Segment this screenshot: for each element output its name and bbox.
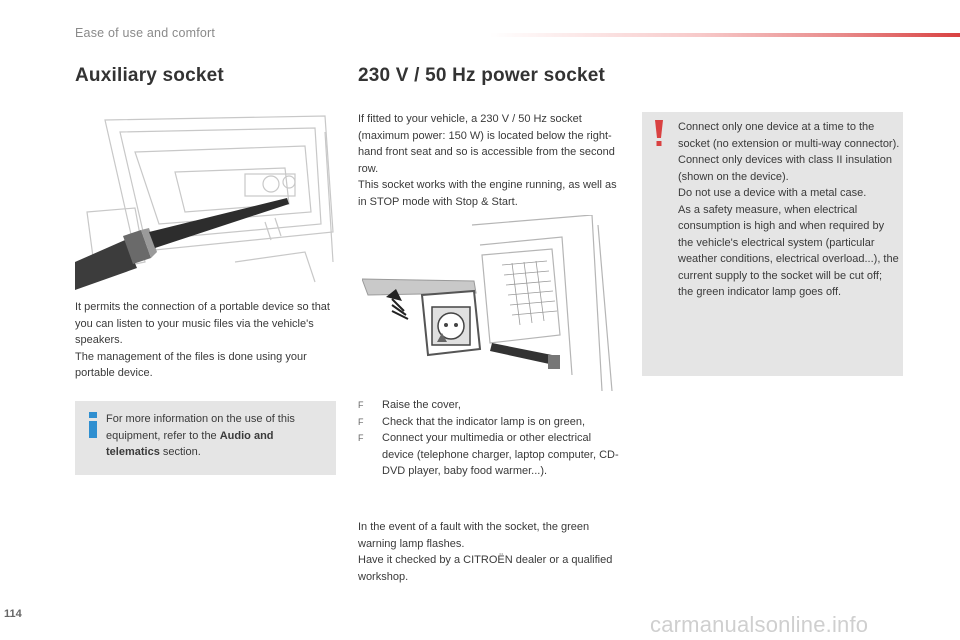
info-note-box xyxy=(75,401,336,475)
info-icon xyxy=(85,412,101,438)
aux-para-1: It permits the connection of a portable device so that you can listen to your music files via the vehicle's speakers. xyxy=(75,301,330,346)
intro-para-1: If fitted to your vehicle, a 230 V / 50 Hz socket (maximum power: 150 W) is located below the right-hand front seat and so is accessible from the second row. xyxy=(358,113,615,175)
watermark-text: carmanualsonline.info xyxy=(650,612,869,637)
info-text-before: For more information on the use of this equipment, refer to the xyxy=(106,413,295,442)
intro-para-2: This socket works with the engine running, as well as in STOP mode with Stop & Start. xyxy=(358,179,617,208)
aux-para-2: The management of the files is done using your portable device. xyxy=(75,350,307,379)
warning-line: Connect only one device at a time to the socket (no extension or multi-way connector). xyxy=(678,121,900,150)
warning-text xyxy=(678,119,900,301)
warning-line: Connect only devices with class II insulation (shown on the device). xyxy=(678,154,892,183)
fault-para-1: In the event of a fault with the socket, the green warning lamp flashes. xyxy=(358,521,590,550)
bullet-marker: F xyxy=(358,400,364,410)
auxiliary-socket-illustration xyxy=(75,112,337,290)
list-item xyxy=(358,430,620,480)
list-item xyxy=(358,397,620,414)
power-socket-steps xyxy=(358,397,620,480)
fault-paragraph xyxy=(358,519,620,585)
step-text: Check that the indicator lamp is on green, xyxy=(382,415,586,428)
section-header: Ease of use and comfort xyxy=(75,26,216,40)
info-text-after: section. xyxy=(159,446,201,458)
step-text: Connect your multimedia or other electrical device (telephone charger, laptop computer, CD-DVD player, baby food warmer...). xyxy=(382,432,619,477)
header-accent-bar xyxy=(490,33,960,37)
warning-line: Do not use a device with a metal case. xyxy=(678,187,867,199)
bullet-marker: F xyxy=(358,416,364,427)
heading-auxiliary-socket: Auxiliary socket xyxy=(75,65,224,86)
info-note-text xyxy=(106,411,328,461)
warning-line: As a safety measure, when electrical consumption is high and when required by the vehicle's electrical system (particular weather conditions, electrical overload...), the current supply to the socket will be cut off; the green indicator lamp goes off. xyxy=(678,203,899,298)
fault-para-2: Have it checked by a CITROËN dealer or a qualified workshop. xyxy=(358,554,613,583)
step-text: Raise the cover, xyxy=(382,399,461,411)
warning-box xyxy=(642,112,903,376)
aux-description xyxy=(75,299,340,382)
info-text-link: Audio and telematics xyxy=(106,429,274,458)
list-item xyxy=(358,414,620,431)
heading-power-socket: 230 V / 50 Hz power socket xyxy=(358,65,606,86)
power-socket-illustration xyxy=(362,215,617,391)
warning-exclamation-icon xyxy=(652,118,666,148)
bullet-marker: F xyxy=(358,433,364,443)
power-socket-intro xyxy=(358,111,620,210)
page-number: 114 xyxy=(4,608,22,620)
